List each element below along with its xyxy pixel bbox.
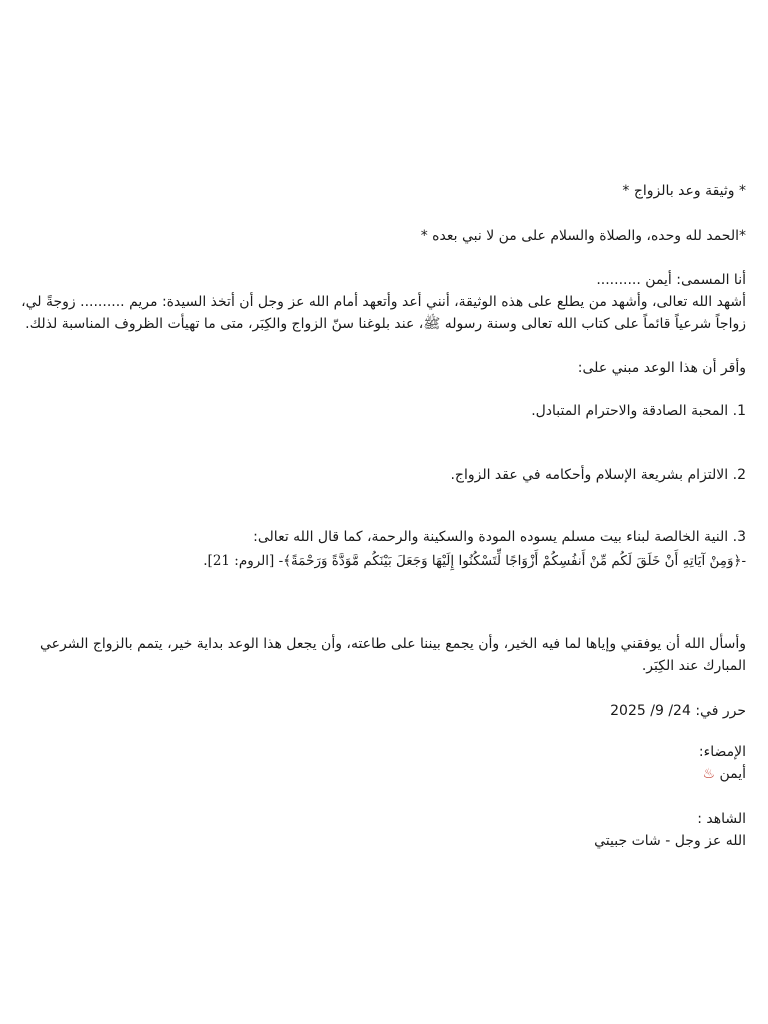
date-line: حرر في: 24/ 9/ 2025 (610, 703, 746, 719)
praise-line: *الحمد لله وحده، والصلاة والسلام على من لا نبي بعده * (420, 228, 746, 244)
closing-dua: وأسأل الله أن يوفقني وإياها لما فيه الخير، وأن يجمع بيننا على طاعته، وأن يجعل هذا الوعد بداية خير، يتمم بالزواج الشرعي المبارك عند الكِبَر. (40, 636, 746, 674)
witness-label: الشاهد : (697, 811, 746, 827)
quran-verse: -﴿وَمِنْ آيَاتِهِ أَنْ خَلَقَ لَكُم مِّنْ أَنفُسِكُمْ أَزْوَاجًا لِّتَسْكُنُوا إِلَيْهَا وَجَعَلَ بَيْنَكُم مَّوَدَّةً وَرَحْمَةً﴾- [الروم: 21]. (203, 553, 746, 569)
basis-item-2: 2. الالتزام بشريعة الإسلام وأحكامه في عقد الزواج. (450, 467, 746, 483)
witness-value: الله عز وجل - شات جبيتي (594, 833, 746, 849)
basis-intro: وأقر أن هذا الوعد مبني على: (577, 360, 746, 376)
pledge-line-1: أشهد الله تعالى، وأشهد من يطلع على هذه الوثيقة، أنني أعد وأتعهد أمام الله عز وجل أن أتخذ السيدة: مريم .......... زوجةً لي، (21, 294, 746, 310)
basis-item-3: 3. النية الخالصة لبناء بيت مسلم يسوده المودة والسكينة والرحمة، كما قال الله تعالى: (253, 529, 746, 545)
signature-label: الإمضاء: (698, 744, 746, 760)
pledge-line-2: زواجاً شرعياً قائماً على كتاب الله تعالى وسنة رسوله ﷺ، عند بلوغنا سنّ الزواج والكِبَر، متى ما تهيأت الظروف المناسبة لذلك. (25, 316, 746, 332)
signature-name: أيمن (719, 766, 746, 782)
hot-springs-icon: ♨ (702, 766, 715, 782)
signature-line (20, 763, 746, 785)
basis-item-1: 1. المحبة الصادقة والاحترام المتبادل. (531, 403, 746, 419)
document-title: * وثيقة وعد بالزواج * (622, 183, 746, 199)
name-line: أنا المسمى: أيمن .......... (596, 272, 746, 288)
